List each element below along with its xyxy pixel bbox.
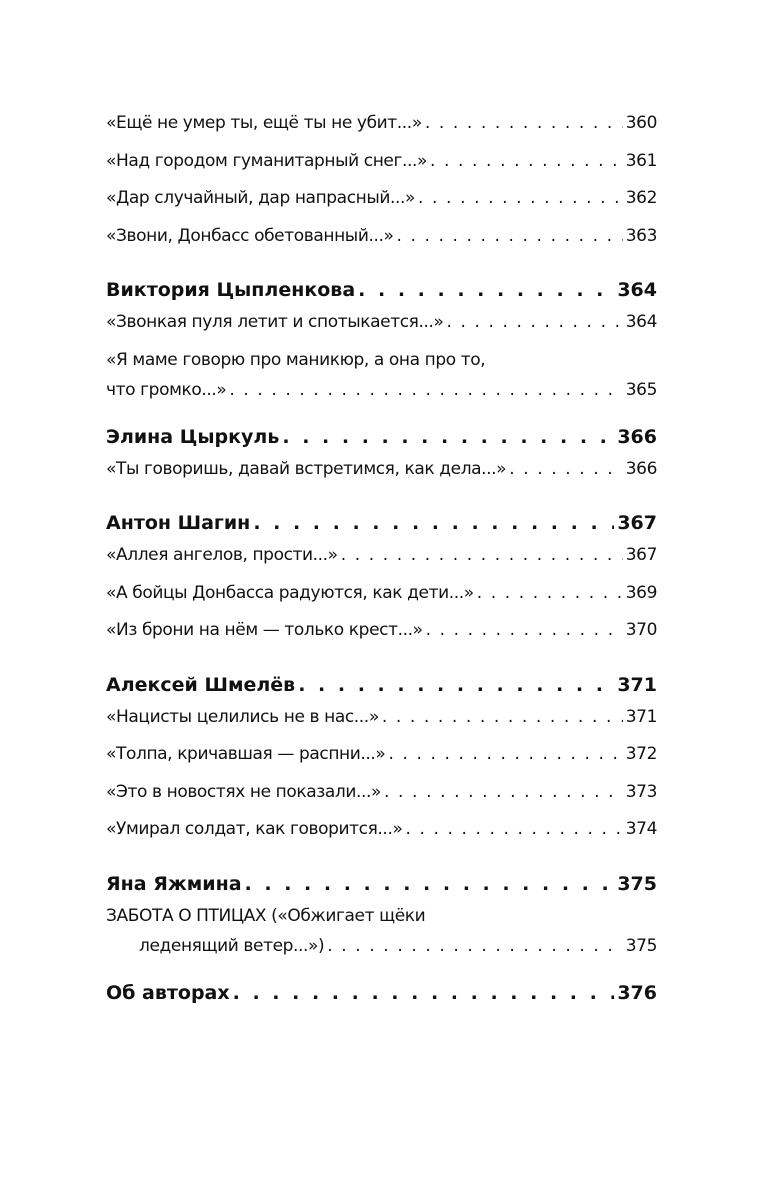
dot-leader	[425, 108, 623, 138]
author-page: 364	[617, 279, 657, 301]
dot-leader	[229, 375, 622, 405]
entry-page: 367	[625, 545, 657, 565]
dot-leader	[358, 273, 614, 307]
entry-page: 369	[625, 582, 657, 603]
dot-leader	[446, 307, 622, 337]
dot-leader	[426, 615, 623, 645]
about-title: Об авторах	[106, 981, 230, 1004]
dot-leader	[253, 506, 614, 540]
entry-title-line1: «Я маме говорю про маникюр, а она про то,	[106, 349, 486, 370]
dot-leader	[430, 146, 623, 176]
toc-entry[interactable]	[106, 540, 657, 578]
entry-page: 375	[625, 935, 657, 956]
entry-page: 366	[625, 458, 657, 479]
dot-leader	[245, 867, 615, 901]
entry-page: 361	[625, 150, 657, 171]
dot-leader	[388, 739, 622, 769]
entry-page: 373	[625, 781, 657, 802]
entry-title-line2-row	[106, 931, 657, 961]
dot-leader	[341, 540, 623, 570]
toc-entry[interactable]	[106, 702, 657, 740]
author-name: Алексей Шмелёв	[106, 673, 296, 696]
toc-entry[interactable]	[106, 777, 657, 815]
dot-leader	[298, 668, 614, 702]
toc-entry[interactable]	[106, 108, 657, 146]
entry-page: 364	[625, 312, 657, 332]
entry-page: 372	[625, 744, 657, 764]
toc-author-entry[interactable]	[106, 867, 657, 901]
dot-leader	[477, 578, 623, 608]
author-page: 366	[617, 425, 657, 448]
toc-entry[interactable]	[106, 221, 657, 259]
entry-title: «Звони, Донбасс обетованный...»	[106, 225, 394, 246]
dot-leader	[405, 814, 622, 844]
author-page: 375	[617, 872, 657, 895]
dot-leader	[327, 931, 622, 961]
toc-author-entry[interactable]	[106, 668, 657, 702]
entry-title: «Из брони на нём — только крест...»	[106, 620, 423, 640]
dot-leader	[382, 702, 623, 732]
toc-entry[interactable]	[106, 454, 657, 492]
toc-entry[interactable]	[106, 814, 657, 852]
author-name: Элина Цыркуль	[106, 425, 280, 448]
entry-title: «Над городом гуманитарный снег...»	[106, 150, 428, 171]
toc-author-entry[interactable]	[106, 273, 657, 307]
toc-entry[interactable]	[106, 183, 657, 221]
entry-title: «Ещё не умер ты, ещё ты не убит...»	[106, 113, 422, 133]
dot-leader	[384, 777, 623, 807]
entry-title: «Дар случайный, дар напрасный...»	[106, 188, 416, 208]
entry-page: 374	[625, 819, 657, 839]
entry-page: 370	[625, 620, 657, 640]
entry-title: «Ты говоришь, давай встретимся, как дела...»	[106, 458, 507, 479]
entry-title-line2: леденящий ветер...»)	[139, 935, 325, 956]
about-page: 376	[617, 981, 657, 1004]
entry-title: «Нацисты целились не в нас...»	[106, 706, 379, 727]
toc-entry-multiline[interactable]	[106, 901, 657, 961]
entry-title-line2: что громко...»	[106, 379, 227, 400]
author-page: 367	[617, 512, 657, 534]
author-name: Яна Яжмина	[106, 872, 242, 895]
entry-page: 360	[625, 113, 657, 133]
entry-title-line1: ЗАБОТА О ПТИЦАХ («Обжигает щёки	[106, 905, 426, 926]
entry-title: «Аллея ангелов, прости...»	[106, 545, 338, 565]
toc-entry[interactable]	[106, 578, 657, 616]
entry-title-line2-row	[106, 375, 657, 405]
dot-leader	[396, 221, 622, 251]
entry-page: 365	[625, 379, 657, 400]
toc-author-entry[interactable]	[106, 420, 657, 454]
toc-entry[interactable]	[106, 146, 657, 184]
entry-page: 362	[625, 188, 657, 208]
dot-leader	[418, 183, 623, 213]
toc-about-entry[interactable]	[106, 976, 657, 1010]
dot-leader	[282, 420, 614, 454]
toc-entry[interactable]	[106, 307, 657, 345]
author-name: Антон Шагин	[106, 512, 251, 534]
dot-leader	[233, 976, 615, 1010]
entry-title: «Толпа, кричавшая — распни...»	[106, 744, 386, 764]
toc-entry[interactable]	[106, 739, 657, 777]
entry-page: 371	[625, 706, 657, 727]
entry-title: «Это в новостях не показали...»	[106, 781, 382, 802]
entry-page: 363	[625, 225, 657, 246]
toc-entry[interactable]	[106, 615, 657, 653]
entry-title: «Звонкая пуля летит и спотыкается...»	[106, 312, 444, 332]
author-page: 371	[617, 673, 657, 696]
entry-title: «А бойцы Донбасса радуются, как дети...»	[106, 582, 474, 603]
table-of-contents	[106, 108, 657, 1010]
dot-leader	[509, 454, 623, 484]
entry-title: «Умирал солдат, как говорится...»	[106, 819, 403, 839]
toc-entry-multiline[interactable]	[106, 345, 657, 405]
author-name: Виктория Цыпленкова	[106, 279, 356, 301]
toc-author-entry[interactable]	[106, 506, 657, 540]
